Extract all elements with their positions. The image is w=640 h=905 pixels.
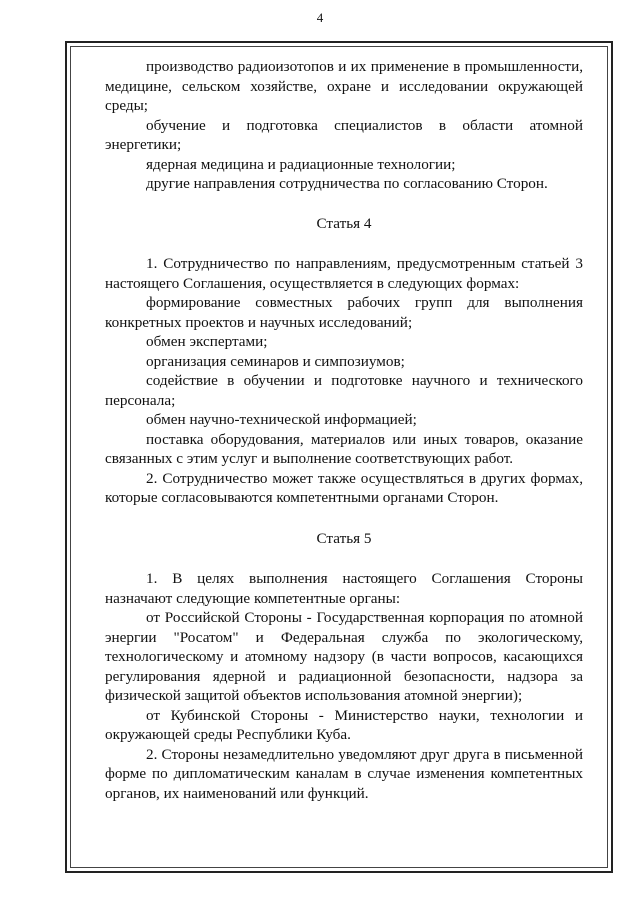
- paragraph-cuban-party: от Кубинской Стороны - Министерство науки, технологии и окружающей среды Республики Куба.: [105, 706, 583, 743]
- paragraph-expert-exchange: обмен экспертами;: [146, 333, 268, 350]
- article-4-heading: Статья 4: [316, 214, 372, 232]
- article-5-heading: Статья 5: [316, 529, 372, 547]
- paragraph-seminars: организация семинаров и симпозиумов;: [146, 352, 405, 370]
- document-body: [105, 57, 583, 803]
- page-number: 4: [316, 10, 324, 25]
- paragraph-equipment-supply: поставка оборудования, материалов или иных товаров, оказание связанных с этим услуг и выполнение соответствующих работ.: [105, 430, 583, 467]
- paragraph-training: обучение и подготовка специалистов в области атомной энергетики;: [105, 116, 583, 153]
- paragraph-personnel-training: содействие в обучении и подготовке научного и технического персонала;: [105, 372, 583, 409]
- paragraph-radioisotopes: производство радиоизотопов и их применение в промышленности, медицине, сельском хозяйстве, охране и исследовании окружающей среды;: [105, 58, 583, 114]
- article-5-clause-2: 2. Стороны незамедлительно уведомляют друг друга в письменной форме по дипломатическим каналам в случае изменения компетентных органов, их наименований или функций.: [105, 745, 583, 802]
- article-5-clause-1: 1. В целях выполнения настоящего Соглашения Стороны назначают следующие компетентные органы:: [105, 570, 583, 607]
- article-4-clause-1: 1. Сотрудничество по направлениям, предусмотренным статьей 3 настоящего Соглашения, осуществляется в следующих формах:: [105, 255, 583, 292]
- paragraph-russian-party: от Российской Стороны - Государственная корпорация по атомной энергии "Росатом" и Федеральная служба по экологическому, технологическому и атомному надзору (в части вопросов, касающихся регулирования ядерной и радиационной безопасности, надзора за физической защитой объектов использования атомной энергии);: [105, 609, 583, 704]
- paragraph-working-groups: формирование совместных рабочих групп для выполнения конкретных проектов и научных исследований;: [105, 294, 583, 331]
- paragraph-other-directions: другие направления сотрудничества по согласованию Сторон.: [146, 175, 548, 192]
- paragraph-info-exchange: обмен научно-технической информацией;: [146, 411, 417, 428]
- article-4-clause-2: 2. Сотрудничество может также осуществляться в других формах, которые согласовываются компетентными органами Сторон.: [105, 469, 583, 506]
- paragraph-nuclear-medicine: ядерная медицина и радиационные технологии;: [146, 155, 456, 173]
